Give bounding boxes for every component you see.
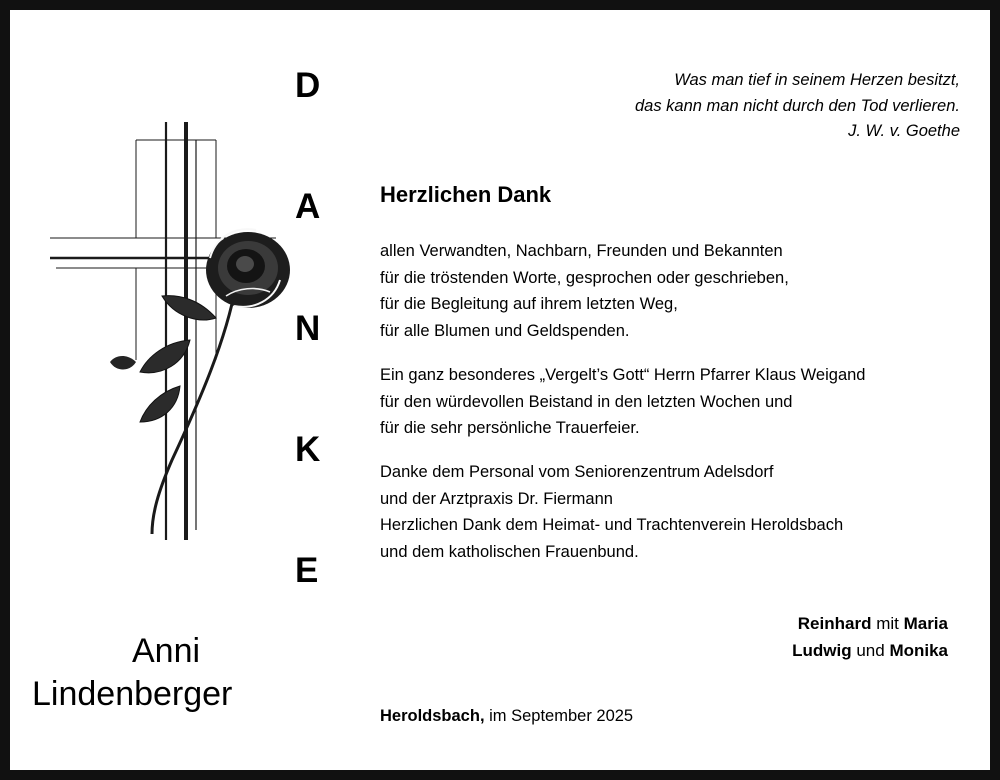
paragraph-1-line-1: allen Verwandten, Nachbarn, Freunden und Bekannten — [380, 242, 783, 260]
family-conjunction-1: mit — [871, 614, 904, 633]
family-name-maria: Maria — [903, 614, 948, 633]
family-signature — [388, 610, 948, 664]
place-label: Heroldsbach, — [380, 707, 485, 725]
paragraph-3-line-1: Danke dem Personal vom Seniorenzentrum Adelsdorf — [380, 463, 774, 482]
quote-block — [480, 68, 960, 145]
paragraph-2-line-2: für den würdevollen Beistand in den letzten Wochen und — [380, 392, 793, 411]
paragraph-1-line-2: für die tröstenden Worte, gesprochen oder geschrieben, — [380, 268, 789, 287]
family-name-monika: Monika — [889, 641, 948, 661]
paragraph-1 — [380, 238, 970, 345]
obituary-card — [10, 10, 990, 770]
danke-letter-e: E — [295, 551, 319, 590]
page-title: Herzlichen Dank — [380, 182, 552, 207]
thanks-body — [380, 238, 970, 566]
deceased-first-name: Anni — [132, 632, 201, 670]
paragraph-3-line-3: Herzlichen Dank dem Heimat- und Trachtenverein Heroldsbach — [380, 516, 844, 535]
cross-with-rose-illustration — [40, 110, 300, 560]
danke-letter-d: D — [295, 66, 321, 105]
date-label: im September 2025 — [484, 707, 634, 725]
paragraph-2-line-1: Ein ganz besonderes „Vergelt’s Gott“ Herrn Pfarrer Klaus Weigand — [380, 365, 866, 384]
danke-vertical-letters — [295, 68, 365, 588]
quote-line-1: Was man tief in seinem Herzen besitzt, — [674, 71, 960, 89]
danke-letter-n: N — [295, 308, 321, 348]
quote-author: J. W. v. Goethe — [848, 122, 960, 141]
deceased-last-name: Lindenberger — [32, 674, 233, 713]
family-line-1 — [388, 610, 948, 637]
family-name-reinhard: Reinhard — [797, 614, 872, 633]
family-name-ludwig: Ludwig — [792, 641, 852, 661]
paragraph-1-line-4: für alle Blumen und Geldspenden. — [380, 322, 630, 341]
paragraph-2 — [380, 362, 970, 442]
family-line-2 — [388, 637, 948, 664]
deceased-name — [32, 630, 362, 715]
place-and-date — [380, 707, 633, 726]
family-conjunction-2: und — [851, 641, 890, 661]
quote-line-2: das kann man nicht durch den Tod verlieren. — [634, 96, 960, 115]
danke-letter-a: A — [295, 187, 321, 227]
paragraph-2-line-3: für die sehr persönliche Trauerfeier. — [380, 419, 640, 438]
paragraph-1-line-3: für die Begleitung auf ihrem letzten Weg, — [380, 295, 678, 314]
paragraph-3 — [380, 459, 970, 566]
danke-letter-k: K — [295, 429, 321, 469]
paragraph-3-line-2: und der Arztpraxis Dr. Fiermann — [380, 489, 613, 508]
paragraph-3-line-4: und dem katholischen Frauenbund. — [380, 543, 639, 562]
